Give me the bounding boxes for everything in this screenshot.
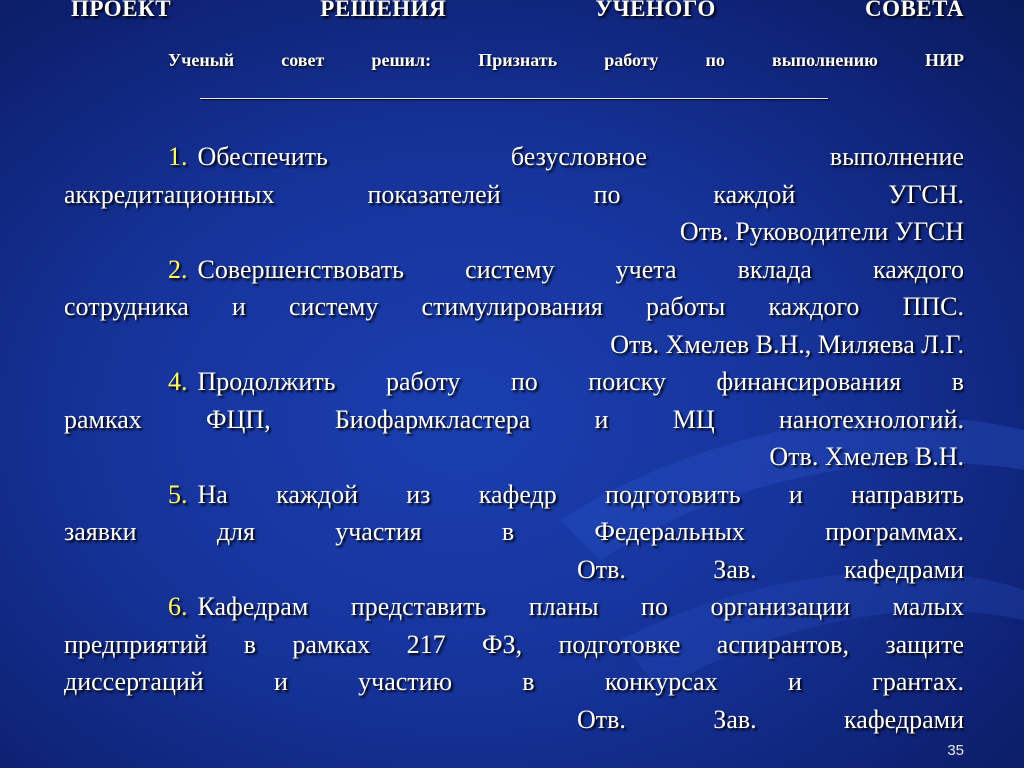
item-number: 1. <box>168 142 188 171</box>
subtitle-word: Признать <box>478 50 558 70</box>
decision-item <box>64 251 964 364</box>
title-word: УЧЕНОГО <box>595 0 716 21</box>
item-line <box>64 138 964 176</box>
item-text: Продолжить работу по поиску финансирования в <box>197 367 964 396</box>
item-line: предприятий в рамках 217 ФЗ, подготовке аспирантов, защите <box>64 629 964 659</box>
item-line <box>64 363 964 401</box>
subtitle-word: совет <box>281 50 325 70</box>
subtitle-word: по <box>705 50 725 70</box>
title-word: РЕШЕНИЯ <box>320 0 447 21</box>
slide-subtitle <box>168 50 964 71</box>
item-line <box>64 251 964 289</box>
item-line: аккредитационных показателей по каждой УГСН. <box>64 179 964 209</box>
page-number: 35 <box>947 742 964 759</box>
item-responsible: Отв. Руководители УГСН <box>679 217 964 246</box>
subtitle-word: НИР <box>924 50 964 70</box>
decision-item <box>64 363 964 476</box>
subtitle-word: Ученый <box>168 50 235 70</box>
item-text: Совершенствовать систему учета вклада каждого <box>197 254 964 284</box>
item-line: сотрудника и систему стимулирования работы каждого ППС. <box>64 292 964 321</box>
item-text: Кафедрам представить планы по организации малых <box>197 592 964 621</box>
item-responsible: Отв. Зав. кафедрами <box>577 554 964 584</box>
item-text: Обеспечить безусловное выполнение <box>197 142 964 171</box>
item-responsible: Отв. Хмелев В.Н., Миляева Л.Г. <box>610 329 964 359</box>
item-responsible: Отв. Зав. кафедрами <box>577 704 964 734</box>
item-line: диссертаций и участию в конкурсах и грантах. <box>64 667 964 696</box>
blank-underline <box>200 98 828 99</box>
item-line: заявки для участия в Федеральных программах. <box>64 517 964 546</box>
subtitle-word: выполнению <box>771 50 878 70</box>
decision-list <box>64 138 964 738</box>
title-word: СОВЕТА <box>865 0 964 21</box>
item-number: 4. <box>168 367 188 396</box>
subtitle-word: решил: <box>371 50 432 70</box>
item-line: рамках ФЦП, Биофармкластера и МЦ нанотехнологий. <box>64 404 964 434</box>
item-number: 2. <box>168 254 188 284</box>
item-responsible: Отв. Хмелев В.Н. <box>769 442 964 471</box>
item-number: 5. <box>168 479 188 509</box>
title-word: ПРОЕКТ <box>71 0 172 21</box>
subtitle-word: работу <box>604 50 659 70</box>
item-number: 6. <box>168 592 188 621</box>
decision-item <box>64 476 964 589</box>
item-text: На каждой из кафедр подготовить и направить <box>197 479 964 509</box>
item-line <box>64 588 964 626</box>
decision-item <box>64 588 964 738</box>
slide-title <box>71 0 964 30</box>
item-line <box>64 476 964 514</box>
decision-item <box>64 138 964 251</box>
